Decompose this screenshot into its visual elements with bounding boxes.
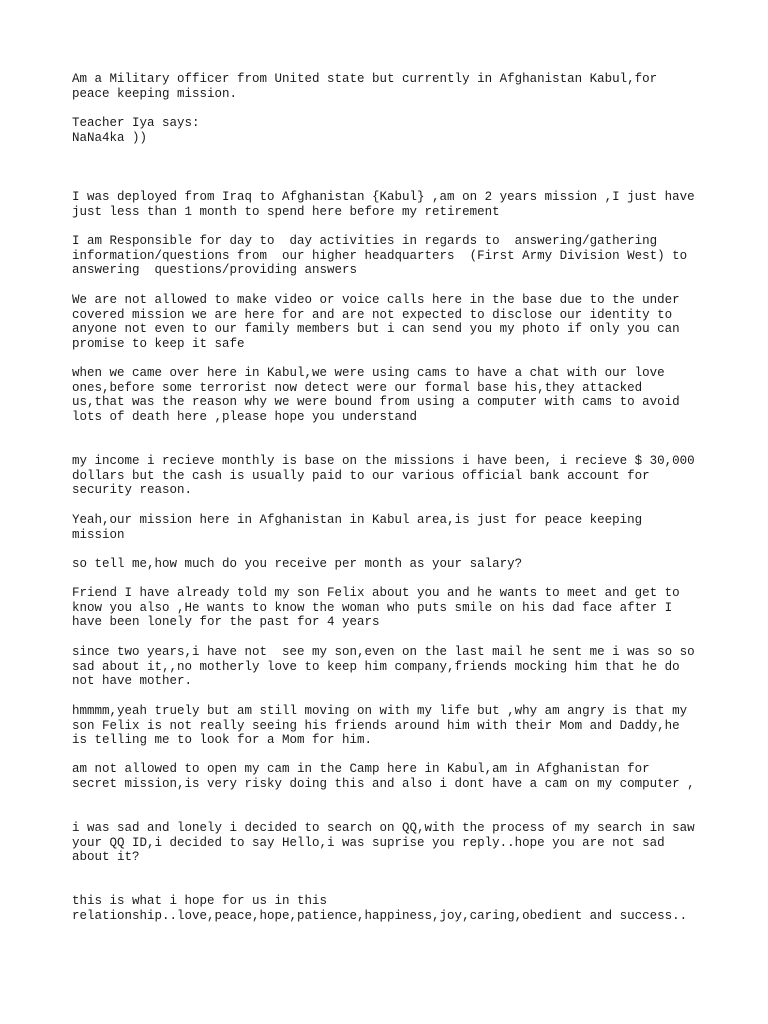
paragraph-two-years: since two years,i have not see my son,even on the last mail he sent me i was so so sad about it,,no motherly love to keep him company,friends mocking him that he do not have mother. bbox=[72, 645, 695, 689]
paragraph-cams: when we came over here in Kabul,we were using cams to have a chat with our love ones,before some terrorist now detect were our formal base his,they attacked us,that was the reason why we were bound from using a computer with cams to avoid lots of death here ,please hope you understand bbox=[72, 366, 680, 424]
paragraph-responsibilities: I am Responsible for day to day activities in regards to answering/gathering information/questions from our higher headquarters (First Army Division West) to answering questions/providing answers bbox=[72, 234, 688, 278]
paragraph-income: my income i recieve monthly is base on the missions i have been, i recieve $ 30,000 dollars but the cash is usually paid to our various official bank account for security reason. bbox=[72, 454, 695, 498]
paragraph-qq-search: i was sad and lonely i decided to search on QQ,with the process of my search in saw your QQ ID,i decided to say Hello,i was suprise you reply..hope you are not sad about it? bbox=[72, 821, 695, 865]
paragraph-deployment: I was deployed from Iraq to Afghanistan {Kabul} ,am on 2 years mission ,I just have just less than 1 month to spend here before my retirement bbox=[72, 190, 695, 219]
paragraph-hope: this is what i hope for us in this relationship..love,peace,hope,patience,happiness,joy,caring,obedient and success.. bbox=[72, 894, 688, 923]
paragraph-son-felix: Friend I have already told my son Felix about you and he wants to meet and get to know you also ,He wants to know the woman who puts smile on his dad face after I have been lonely for the past for 4 years bbox=[72, 586, 680, 630]
paragraph-intro: Am a Military officer from United state but currently in Afghanistan Kabul,for peace keeping mission. bbox=[72, 72, 658, 101]
paragraph-mission: Yeah,our mission here in Afghanistan in Kabul area,is just for peace keeping mission bbox=[72, 513, 643, 542]
paragraph-moving-on: hmmmm,yeah truely but am still moving on with my life but ,why am angry is that my son Felix is not really seeing his friends around him with their Mom and Daddy,he is telling me to look for a Mom for him. bbox=[72, 704, 688, 748]
paragraph-no-calls: We are not allowed to make video or voice calls here in the base due to the under covered mission we are here for and are not expected to disclose our identity to anyone not even to our family members but i can send you my photo if only you can promise to keep it safe bbox=[72, 293, 680, 351]
paragraph-no-cam: am not allowed to open my cam in the Camp here in Kabul,am in Afghanistan for secret mission,is very risky doing this and also i dont have a cam on my computer , bbox=[72, 762, 695, 791]
paragraph-teacher-says: Teacher Iya says: NaNa4ka )) bbox=[72, 116, 200, 145]
paragraph-salary-question: so tell me,how much do you receive per month as your salary? bbox=[72, 557, 523, 571]
